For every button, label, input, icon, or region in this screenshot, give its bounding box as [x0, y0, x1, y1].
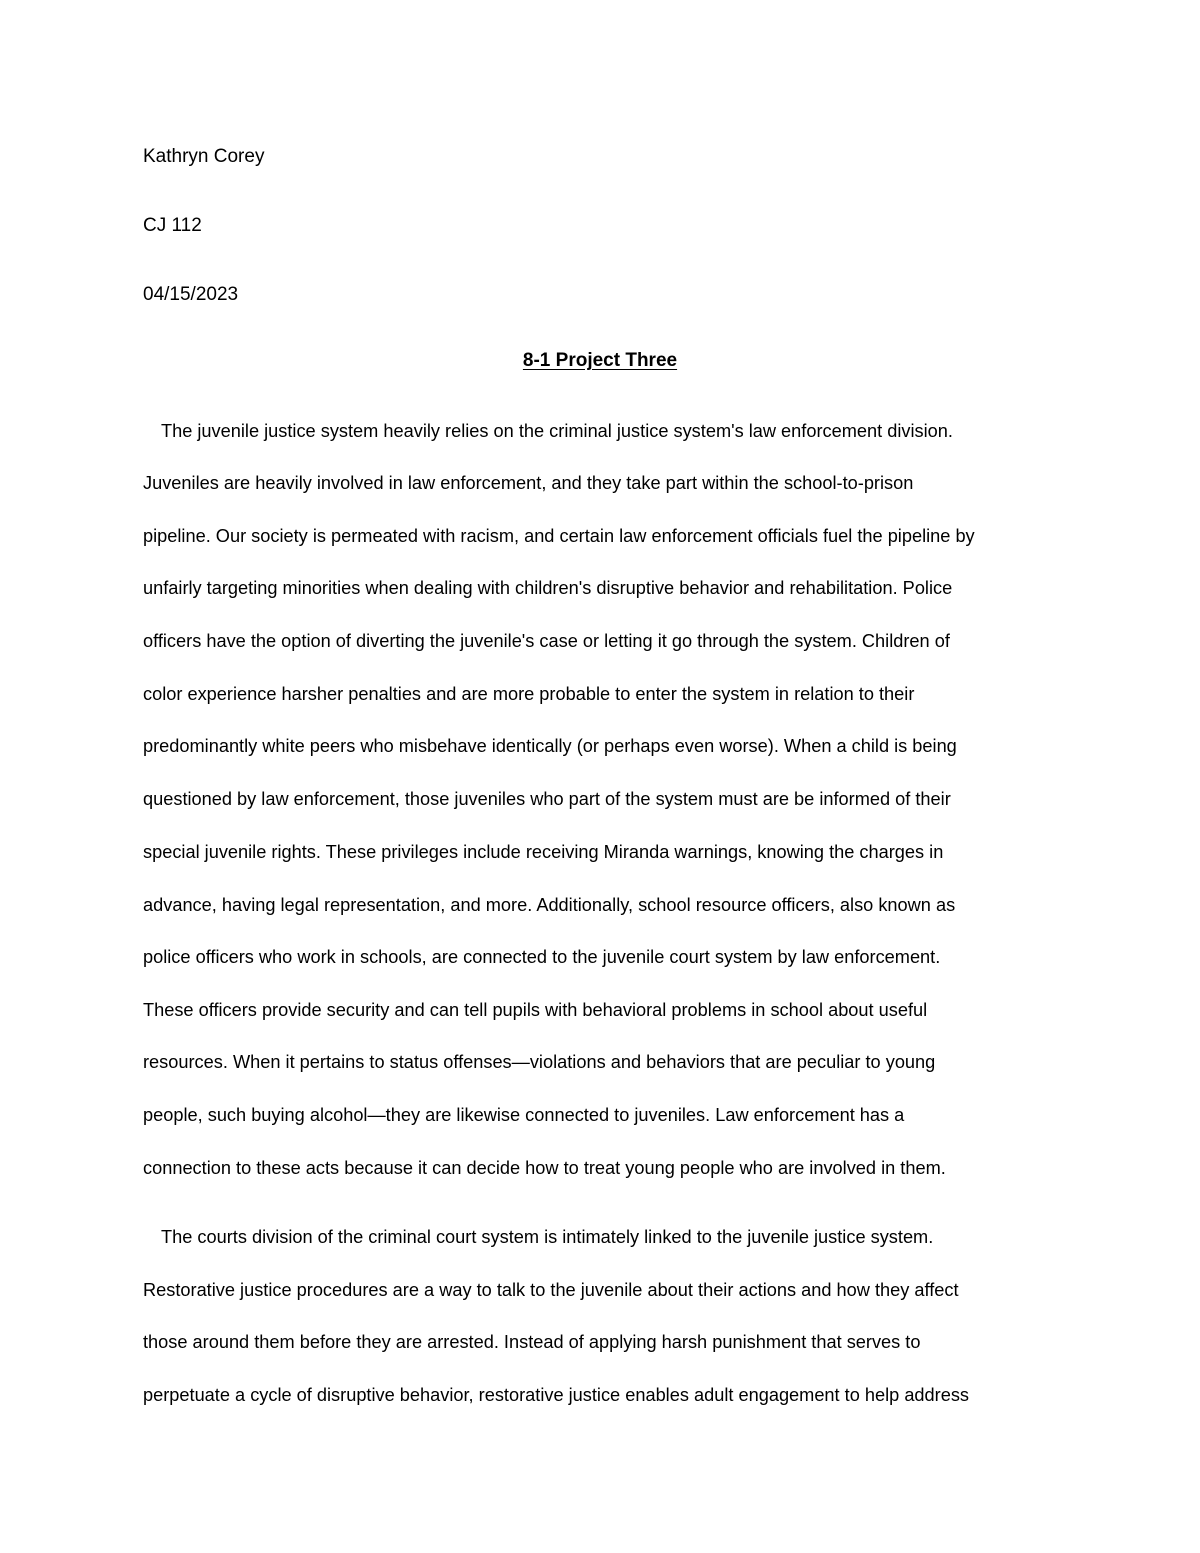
document-title-text: 8-1 Project Three	[522, 350, 678, 371]
paragraph-line: The juvenile justice system heavily relies on the criminal justice system's law enforcement division.	[161, 421, 953, 441]
paragraph-line: unfairly targeting minorities when dealing with children's disruptive behavior and rehabilitation. Police	[143, 578, 953, 598]
paragraph-line: special juvenile rights. These privileges include receiving Miranda warnings, knowing the charges in	[143, 842, 944, 862]
paragraph-line: color experience harsher penalties and are more probable to enter the system in relation to their	[143, 684, 915, 704]
document-date: 04/15/2023	[143, 284, 239, 305]
paragraph-line: pipeline. Our society is permeated with racism, and certain law enforcement officials fuel the pipeline by	[143, 526, 975, 546]
paragraph-line: advance, having legal representation, and more. Additionally, school resource officers, also known as	[143, 895, 956, 915]
paragraph-line: Juveniles are heavily involved in law enforcement, and they take part within the school-to-prison	[143, 473, 914, 493]
paragraph-line: police officers who work in schools, are connected to the juvenile court system by law enforcement.	[143, 947, 941, 967]
paragraph-line: people, such buying alcohol—they are likewise connected to juveniles. Law enforcement has a	[143, 1105, 905, 1125]
paragraph-line: officers have the option of diverting the juvenile's case or letting it go through the system. Children of	[143, 631, 950, 651]
author-name: Kathryn Corey	[143, 146, 265, 167]
paragraph-line: predominantly white peers who misbehave identically (or perhaps even worse). When a child is being	[143, 736, 957, 756]
paragraph-line: These officers provide security and can tell pupils with behavioral problems in school about useful	[143, 1000, 928, 1020]
paragraph-line: those around them before they are arrested. Instead of applying harsh punishment that serves to	[143, 1332, 921, 1352]
document-title	[0, 349, 1200, 373]
paragraph-line: Restorative justice procedures are a way to talk to the juvenile about their actions and how they affect	[143, 1280, 959, 1300]
course-code: CJ 112	[143, 215, 202, 236]
paragraph-line: connection to these acts because it can decide how to treat young people who are involved in them.	[143, 1158, 946, 1178]
paragraph-line: The courts division of the criminal court system is intimately linked to the juvenile justice system.	[161, 1227, 934, 1247]
paragraph-line: questioned by law enforcement, those juveniles who part of the system must are be informed of their	[143, 789, 951, 809]
paragraph-line: resources. When it pertains to status offenses—violations and behaviors that are peculiar to young	[143, 1052, 936, 1072]
paragraph-line: perpetuate a cycle of disruptive behavior, restorative justice enables adult engagement to help address	[143, 1385, 970, 1405]
